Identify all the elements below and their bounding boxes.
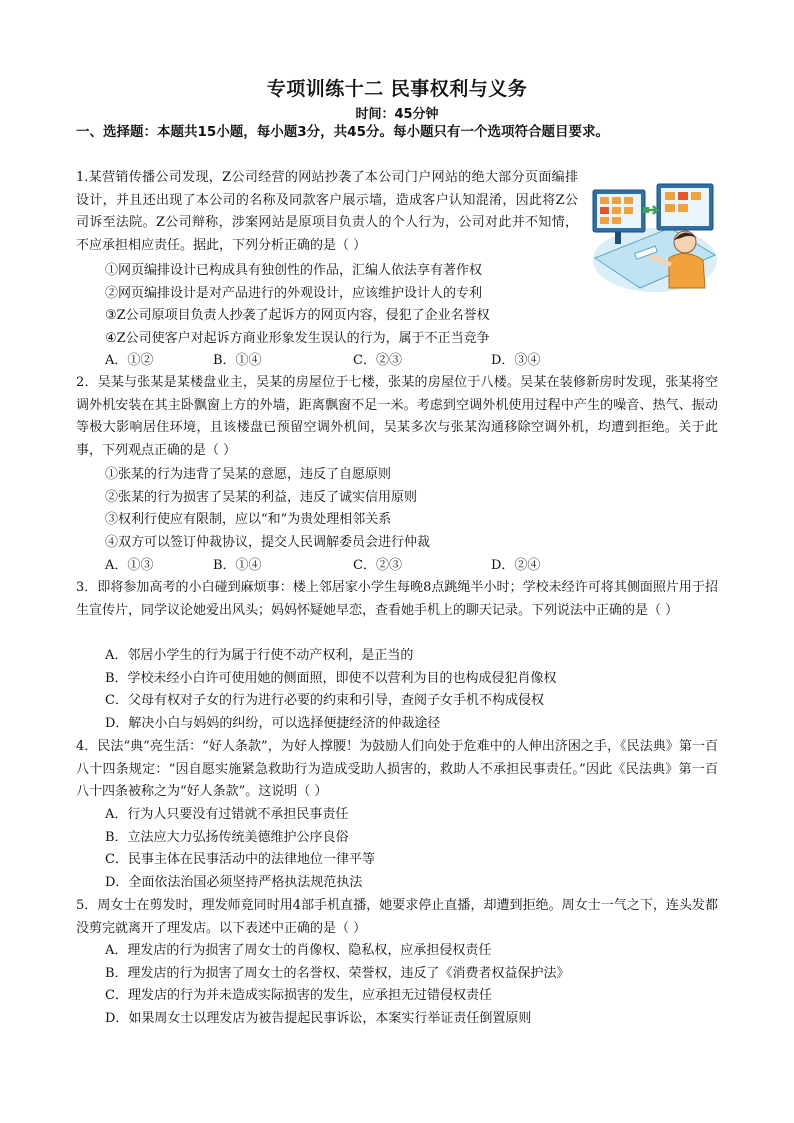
q1-choice-b[interactable]: B．①④ — [213, 353, 262, 368]
q4-option-d[interactable]: D．全面依法治国必须坚持严格执法规范执法 — [105, 875, 363, 890]
q1-statement-4: ④Z公司使客户对起诉方商业形象发生误认的行为，属于不正当竞争 — [105, 331, 490, 346]
q3-option-b[interactable]: B．学校未经小白许可使用她的侧面照，即使不以营利为目的也构成侵犯肖像权 — [105, 671, 557, 686]
q1-choice-c[interactable]: C．②③ — [353, 353, 402, 368]
question-4-stem: 4．民法“典”亮生活：“好人条款”，为好人撑腰！为鼓励人们向处于危难中的人伸出济困之手，《民法典》第一百八十四条规定：“因自愿实施紧急救助行为造成受助人损害的，救助人不承担民事责任。”因此《民法典》第一百八十四条被称之为“好人条款”。这说明（ ） — [76, 739, 718, 799]
question-3-stem: 3．即将参加高考的小白碰到麻烦事：楼上邻居家小学生每晚8点跳绳半小时；学校未经许可将其侧面照片用于招生宣传片，同学议论她爱出风头；妈妈怀疑她早恋，查看她手机上的聊天记录。下列说法中正确的是（ ） — [76, 580, 718, 618]
q2-statement-3: ③权利行使应有限制，应以“和”为贵处理相邻关系 — [105, 512, 392, 527]
question-5-stem: 5．周女士在剪发时，理发师竟同时用4部手机直播，她要求停止直播，却遭到拒绝。周女士一气之下，连头发都没剪完就离开了理发店。以下表述中正确的是（ ） — [76, 898, 718, 936]
q1-choice-d[interactable]: D．③④ — [491, 353, 541, 368]
computer-user-illustration — [585, 180, 720, 295]
q2-statement-4: ④双方可以签订仲裁协议，提交人民调解委员会进行仲裁 — [105, 535, 431, 550]
q1-statement-2: ②网页编排设计是对产品进行的外观设计，应该维护设计人的专利 — [105, 286, 483, 301]
q1-statement-1: ①网页编排设计已构成具有独创性的作品，汇编人依法享有著作权 — [105, 263, 483, 278]
q3-option-c[interactable]: C．父母有权对子女的行为进行必要的约束和引导，查阅子女手机不构成侵权 — [105, 693, 544, 708]
q1-choice-a[interactable]: A．①② — [105, 353, 154, 368]
q2-choice-d[interactable]: D．②④ — [491, 558, 541, 573]
q4-option-b[interactable]: B．立法应大力弘扬传统美德维护公序良俗 — [105, 830, 349, 845]
q5-option-c[interactable]: C．理发店的行为并未造成实际损害的发生，应承担无过错侵权责任 — [105, 988, 492, 1003]
page-title: 专项训练十二 民事权利与义务 — [266, 78, 528, 100]
q2-choice-c[interactable]: C．②③ — [353, 558, 402, 573]
q3-option-d[interactable]: D．解决小白与妈妈的纠纷，可以选择便捷经济的仲裁途径 — [105, 716, 441, 731]
q2-statement-1: ①张某的行为违背了吴某的意愿，违反了自愿原则 — [105, 467, 392, 482]
q4-option-a[interactable]: A．行为人只要没有过错就不承担民事责任 — [105, 807, 349, 822]
q4-option-c[interactable]: C．民事主体在民事活动中的法律地位一律平等 — [105, 852, 375, 867]
q2-choice-a[interactable]: A．①③ — [105, 558, 154, 573]
q5-option-d[interactable]: D．如果周女士以理发店为被告提起民事诉讼，本案实行举证责任倒置原则 — [105, 1011, 532, 1026]
q1-statement-3: ③Z公司原项目负责人抄袭了起诉方的网页内容，侵犯了企业名誉权 — [105, 308, 490, 323]
question-2-stem: 2．吴某与张某是某楼盘业主，吴某的房屋位于七楼，张某的房屋位于八楼。吴某在装修新房时发现，张某将空调外机安装在其主卧飘窗上方的外墙，距离飘窗不足一米。考虑到空调外机使用过程中产生的噪音、热气、振动等极大影响居住环境，且该楼盘已预留空调外机间，吴某多次与张某沟通移除空调外机，均遭到拒绝。关于此事，下列观点正确的是（ ） — [76, 375, 718, 458]
q5-option-a[interactable]: A．理发店的行为损害了周女士的肖像权、隐私权，应承担侵权责任 — [105, 943, 492, 958]
q2-statement-2: ②张某的行为损害了吴某的利益，违反了诚实信用原则 — [105, 490, 418, 505]
question-1-stem: 1.某营销传播公司发现，Z公司经营的网站抄袭了本公司门户网站的绝大部分页面编排设计，并且还出现了本公司的名称及同款客户展示墙，造成客户认知混淆，因此将Z公司诉至法院。Z公司辩称，涉案网站是原项目负责人的个人行为，公司对此并不知情，不应承担相应责任。据此，下列分析正确的是（ ） — [76, 170, 578, 253]
q5-option-b[interactable]: B．理发店的行为损害了周女士的名誉权、荣誉权，违反了《消费者权益保护法》 — [105, 966, 570, 981]
exam-time: 时间：45分钟 — [355, 107, 439, 122]
section-heading: 一、选择题：本题共15小题，每小题3分，共45分。每小题只有一个选项符合题目要求。 — [76, 124, 609, 140]
q3-option-a[interactable]: A．邻居小学生的行为属于行使不动产权利，是正当的 — [105, 648, 414, 663]
q2-choice-b[interactable]: B．①④ — [213, 558, 262, 573]
